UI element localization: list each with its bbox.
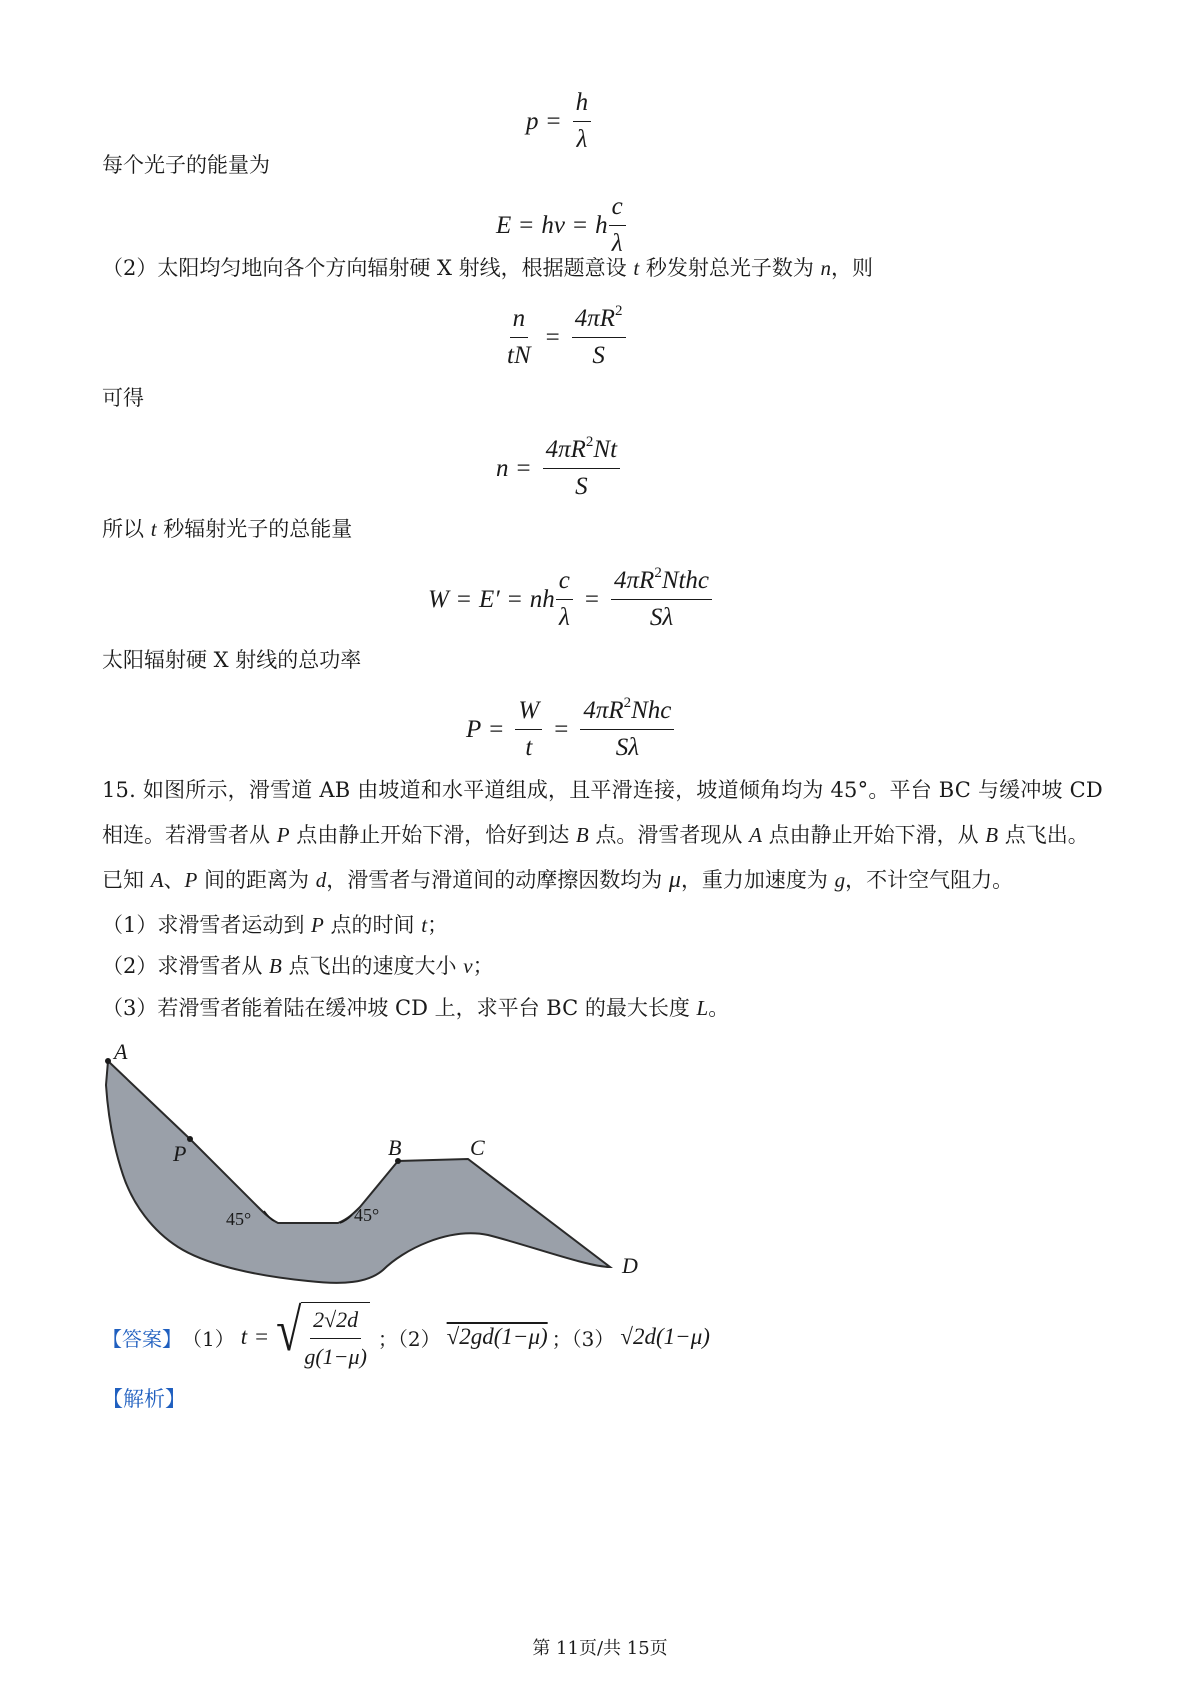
fraction: [504, 304, 534, 371]
math-var: L: [696, 996, 709, 1020]
point-p-dot: [187, 1136, 193, 1142]
label-a: A: [114, 1039, 128, 1064]
equation-total-energy: W = E′ = nh $\frac{c}{\lambda}$ = $\frac{4\pi R^2Nthc}{S\lambda}$: [428, 566, 716, 633]
label-c: C: [470, 1135, 485, 1160]
equation-photon-count: n = $\frac{4\pi R^2Nt}{S}$: [496, 435, 624, 502]
numerator: [572, 304, 626, 338]
point-a-dot: [105, 1058, 111, 1064]
answer-separator-2: ；（2）: [377, 1326, 441, 1351]
text-run: 已知: [102, 868, 151, 892]
text-part2: [102, 253, 873, 283]
radical-sign: √: [276, 1296, 302, 1363]
math-term: Nt: [593, 436, 618, 463]
math-var: t: [421, 913, 428, 937]
numerator: h: [573, 88, 592, 122]
denominator: Sλ: [615, 734, 640, 761]
text-run: ，不计空气阻力。: [845, 868, 1014, 892]
text-run: ；: [427, 913, 449, 937]
answer-2-value: √2gd(1−μ): [446, 1324, 548, 1349]
math-var: t: [150, 517, 157, 541]
equation-ratio: $\frac{n}{tN}$ = $\frac{4\pi R^2}{S}$: [500, 304, 630, 371]
answer-tag: 【答案】: [102, 1326, 182, 1351]
math-var: P: [276, 823, 290, 847]
fraction: [573, 88, 592, 155]
fraction: [609, 192, 626, 259]
text-total-energy: [102, 514, 352, 544]
eq-term: E′: [478, 585, 500, 613]
answer-line: [102, 1296, 710, 1372]
math-var: d: [315, 868, 327, 892]
problem-line-3: [102, 865, 1013, 895]
text-photon-energy: 每个光子的能量为: [102, 153, 270, 177]
fraction: [556, 566, 573, 633]
denominator: tN: [507, 342, 531, 369]
text-run: 。: [708, 996, 730, 1020]
math-var: P: [311, 913, 324, 937]
text-run: 秒辐射光子的总能量: [156, 517, 353, 541]
numerator: [543, 435, 620, 469]
label-b: B: [388, 1135, 402, 1160]
numerator: 2√2d: [310, 1305, 361, 1339]
exponent: 2: [654, 565, 662, 581]
exponent: 2: [585, 434, 594, 450]
math-var: v: [463, 954, 473, 978]
equation-total-power: P = $\frac{W}{t}$ = $\frac{4\pi R^2Nhc}{S\lambda}$: [466, 696, 678, 763]
denominator: Sλ: [649, 604, 674, 631]
text-run: 点的时间: [323, 913, 422, 937]
math-term: 4πR: [614, 567, 655, 594]
text-run: 相连。若滑雪者从: [102, 823, 277, 847]
text-run: 所以: [102, 517, 151, 541]
analysis-tag: 【解析】: [102, 1387, 186, 1411]
text-run: ，滑雪者与滑道间的动摩擦因数均为: [326, 868, 669, 892]
text-total-power: 太阳辐射硬 X 射线的总功率: [102, 648, 362, 672]
math-var: A: [749, 823, 762, 847]
equation-momentum: [526, 88, 595, 155]
fraction: [515, 696, 542, 763]
text-run: 点。滑雪者现从: [588, 823, 750, 847]
answer-equals: =: [255, 1324, 269, 1349]
math-var: g: [834, 868, 846, 892]
math-var: μ: [668, 867, 681, 893]
eq-symbol: E: [496, 211, 512, 239]
question-1: [102, 910, 448, 940]
eq-operator: =: [546, 107, 561, 135]
text-run: 点飞出。: [998, 823, 1089, 847]
answer-separator-3: ；（3）: [551, 1326, 615, 1351]
answer-part-1-label: （1）: [182, 1326, 235, 1351]
text-ke-de: 可得: [102, 386, 144, 410]
text-run: ，重力加速度为: [680, 868, 835, 892]
eq-symbol: n: [496, 454, 509, 482]
label-d: D: [622, 1253, 638, 1278]
exponent: 2: [623, 695, 632, 711]
denominator: t: [525, 734, 533, 761]
ski-slope-diagram: [98, 1035, 698, 1295]
page-footer: 第 11页/共 15页: [532, 1638, 668, 1659]
eq-term: nh: [529, 585, 555, 613]
denominator: g(1−μ): [304, 1344, 367, 1369]
answer-1-radical: [276, 1296, 374, 1372]
numerator: c: [609, 192, 626, 226]
numerator: W: [515, 696, 542, 730]
eq-symbol: W: [428, 585, 449, 613]
problem-line-2: [102, 820, 1089, 850]
denominator: λ: [558, 604, 570, 631]
numerator: c: [556, 566, 573, 600]
angle-label-right: 45°: [354, 1205, 380, 1225]
text-run: （2）太阳均匀地向各个方向辐射硬 X 射线，根据题意设: [102, 256, 634, 280]
math-var: B: [575, 823, 589, 847]
text-run: 点飞出的速度大小: [281, 954, 464, 978]
math-var: P: [184, 868, 198, 892]
eq-term: h: [595, 211, 608, 239]
exponent: 2: [615, 303, 623, 319]
math-var: t: [633, 256, 640, 280]
math-var: B: [269, 954, 282, 978]
math-term: Nthc: [661, 567, 710, 594]
fraction: [543, 435, 620, 502]
denominator: λ: [611, 230, 623, 257]
problem-line-1: 15. 如图所示，滑雪道 AB 由坡道和水平道组成，且平滑连接，坡道倾角均为 45°。平台 BC 与缓冲坡 CD: [102, 778, 1103, 802]
eq-symbol: p: [526, 107, 539, 135]
math-var: n: [820, 256, 832, 280]
math-var: A: [150, 868, 164, 892]
text-run: 间的距离为: [197, 868, 316, 892]
text-run: 点由静止开始下滑，从: [761, 823, 986, 847]
math-term: 4πR: [574, 305, 616, 332]
numerator: [611, 566, 712, 600]
math-var: B: [985, 823, 999, 847]
math-term: 4πR: [545, 436, 586, 463]
question-2: [102, 951, 494, 981]
numerator: [580, 696, 674, 730]
math-term: Nhc: [631, 697, 672, 724]
text-run: ；: [472, 954, 494, 978]
slope-shape: [106, 1061, 610, 1283]
numerator: n: [510, 304, 529, 338]
fraction: [301, 1302, 370, 1372]
denominator: S: [575, 473, 588, 500]
math-term: 4πR: [583, 697, 624, 724]
denominator: S: [592, 342, 605, 369]
fraction: [611, 566, 712, 633]
eq-term: hν: [541, 211, 565, 239]
label-p: P: [173, 1141, 187, 1166]
text-run: ，则: [831, 256, 874, 280]
text-run: （3）若滑雪者能着陆在缓冲坡 CD 上，求平台 BC 的最大长度: [102, 996, 697, 1020]
angle-label-left: 45°: [226, 1209, 252, 1229]
fraction: [580, 696, 674, 763]
denominator: λ: [576, 126, 588, 153]
answer-var-t: t: [240, 1324, 248, 1349]
text-run: （2）求滑雪者从: [102, 954, 270, 978]
answer-3-value: √2d(1−μ): [620, 1324, 710, 1349]
fraction: [572, 304, 626, 371]
eq-symbol: P: [466, 715, 482, 743]
equation-photon-energy: E = hν = h $\frac{c}{\lambda}$: [496, 192, 630, 259]
text-run: 、: [163, 868, 185, 892]
text-run: （1）求滑雪者运动到: [102, 913, 312, 937]
text-run: 秒发射总光子数为: [639, 256, 821, 280]
text-run: 点由静止开始下滑，恰好到达: [289, 823, 576, 847]
question-3: [102, 993, 729, 1023]
